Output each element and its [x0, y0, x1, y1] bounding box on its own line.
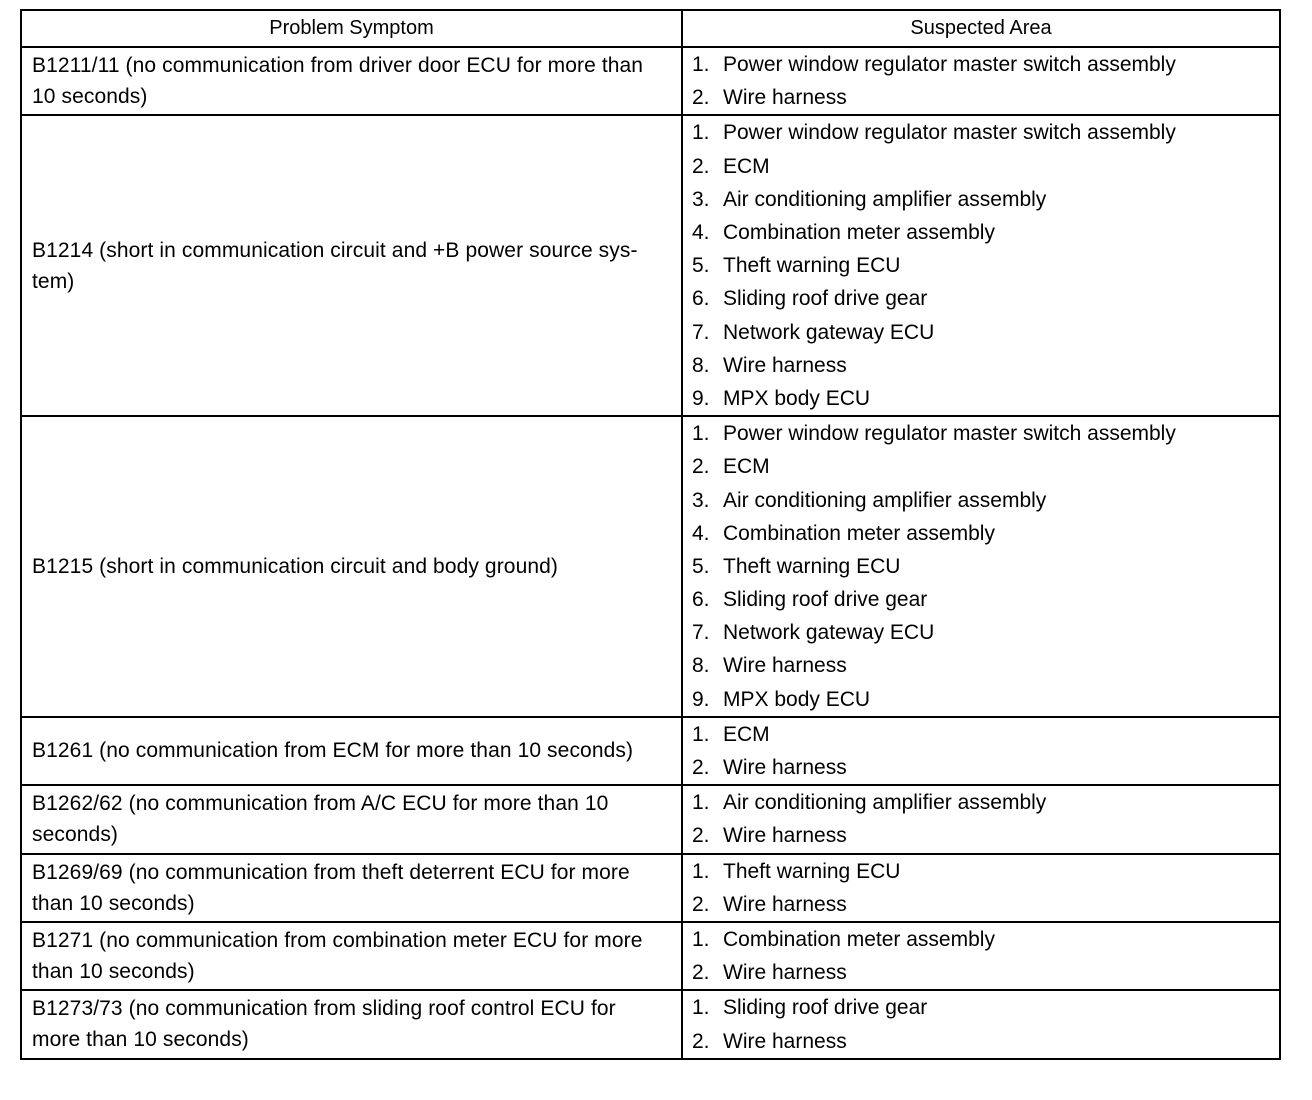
item-number: 1.: [692, 121, 710, 145]
item-number: 6.: [692, 287, 710, 311]
item-number: 4.: [692, 521, 710, 545]
item-number: 2.: [692, 756, 710, 780]
item-number: 1.: [692, 53, 710, 77]
list-item: [692, 683, 1273, 716]
item-number: 2.: [692, 892, 710, 916]
list-item: [692, 649, 1273, 682]
list-item: [692, 888, 1273, 921]
suspected-area-cell: [682, 416, 1280, 717]
symptom-cell: B1215 (short in communication circuit and body ground): [21, 416, 682, 717]
suspected-area-cell: [682, 785, 1280, 853]
list-item: [692, 183, 1273, 216]
item-number: 1.: [692, 996, 710, 1020]
item-number: 5.: [692, 554, 710, 578]
suspected-area-list: [692, 116, 1273, 415]
symptom-cell: B1214 (short in communication circuit and +B power source sys-tem): [21, 115, 682, 416]
suspected-area-list: [692, 855, 1273, 921]
item-number: 2.: [692, 1029, 710, 1053]
list-item: [692, 349, 1273, 382]
item-text: Sliding roof drive gear: [723, 287, 928, 311]
item-text: Power window regulator master switch assembly: [723, 121, 1176, 145]
item-number: 2.: [692, 824, 710, 848]
list-item: [692, 316, 1273, 349]
symptom-cell: B1273/73 (no communication from sliding roof control ECU for more than 10 seconds): [21, 990, 682, 1058]
item-text: Power window regulator master switch assembly: [723, 53, 1176, 77]
list-item: [692, 718, 1273, 751]
list-item: [692, 751, 1273, 784]
symptom-cell: B1261 (no communication from ECM for more than 10 seconds): [21, 717, 682, 785]
item-text: Air conditioning amplifier assembly: [723, 488, 1047, 512]
table-row: [21, 115, 1280, 416]
item-number: 2.: [692, 961, 710, 985]
table-row: [21, 47, 1280, 115]
list-item: [692, 819, 1273, 852]
list-item: [692, 417, 1273, 450]
suspected-area-cell: [682, 47, 1280, 115]
item-text: Wire harness: [723, 654, 847, 678]
list-item: [692, 1024, 1273, 1057]
list-item: [692, 855, 1273, 888]
suspected-area-list: [692, 923, 1273, 989]
item-text: Air conditioning amplifier assembly: [723, 187, 1047, 211]
item-text: Power window regulator master switch assembly: [723, 422, 1176, 446]
list-item: [692, 583, 1273, 616]
list-item: [692, 483, 1273, 516]
item-text: Wire harness: [723, 86, 847, 110]
list-item: [692, 923, 1273, 956]
table-header-row: [21, 10, 1280, 47]
item-number: 4.: [692, 221, 710, 245]
list-item: [692, 517, 1273, 550]
suspected-area-cell: [682, 990, 1280, 1058]
list-item: [692, 786, 1273, 819]
item-number: 2.: [692, 154, 710, 178]
list-item: [692, 382, 1273, 415]
suspected-area-cell: [682, 854, 1280, 922]
suspected-area-cell: [682, 922, 1280, 990]
suspected-area-list: [692, 991, 1273, 1057]
item-number: 6.: [692, 588, 710, 612]
item-text: Wire harness: [723, 756, 847, 780]
list-item: [692, 249, 1273, 282]
item-number: 3.: [692, 488, 710, 512]
item-text: Theft warning ECU: [723, 254, 901, 278]
symptom-cell: B1271 (no communication from combination meter ECU for more than 10 seconds): [21, 922, 682, 990]
item-number: 1.: [692, 927, 710, 951]
item-text: ECM: [723, 455, 770, 479]
item-text: Theft warning ECU: [723, 554, 901, 578]
table-row: [21, 922, 1280, 990]
list-item: [692, 282, 1273, 315]
item-text: Wire harness: [723, 961, 847, 985]
list-item: [692, 550, 1273, 583]
item-number: 1.: [692, 722, 710, 746]
item-text: Combination meter assembly: [723, 521, 995, 545]
item-text: Combination meter assembly: [723, 221, 995, 245]
item-number: 8.: [692, 353, 710, 377]
table-row: [21, 416, 1280, 717]
list-item: [692, 150, 1273, 183]
header-suspected-area: Suspected Area: [682, 10, 1280, 47]
item-number: 9.: [692, 386, 710, 410]
item-number: 2.: [692, 86, 710, 110]
list-item: [692, 81, 1273, 114]
table-body: [21, 47, 1280, 1059]
table-row: [21, 854, 1280, 922]
symptom-cell: B1211/11 (no communication from driver door ECU for more than 10 seconds): [21, 47, 682, 115]
list-item: [692, 450, 1273, 483]
list-item: [692, 216, 1273, 249]
item-number: 2.: [692, 455, 710, 479]
item-number: 5.: [692, 254, 710, 278]
item-text: ECM: [723, 154, 770, 178]
suspected-area-list: [692, 48, 1273, 114]
item-text: Combination meter assembly: [723, 927, 995, 951]
list-item: [692, 956, 1273, 989]
item-text: Wire harness: [723, 1029, 847, 1053]
list-item: [692, 116, 1273, 149]
problem-symptoms-table: [20, 9, 1281, 1060]
item-number: 7.: [692, 621, 710, 645]
suspected-area-cell: [682, 115, 1280, 416]
table-row: [21, 785, 1280, 853]
item-text: Sliding roof drive gear: [723, 588, 928, 612]
item-number: 8.: [692, 654, 710, 678]
list-item: [692, 48, 1273, 81]
suspected-area-cell: [682, 717, 1280, 785]
item-text: Network gateway ECU: [723, 320, 935, 344]
item-text: Sliding roof drive gear: [723, 996, 928, 1020]
list-item: [692, 616, 1273, 649]
item-number: 1.: [692, 859, 710, 883]
item-number: 1.: [692, 791, 710, 815]
item-text: Wire harness: [723, 824, 847, 848]
header-problem-symptom: Problem Symptom: [21, 10, 682, 47]
item-text: Theft warning ECU: [723, 859, 901, 883]
suspected-area-list: [692, 786, 1273, 852]
list-item: [692, 991, 1273, 1024]
symptom-cell: B1262/62 (no communication from A/C ECU for more than 10 seconds): [21, 785, 682, 853]
suspected-area-list: [692, 417, 1273, 716]
item-text: MPX body ECU: [723, 386, 871, 410]
item-text: Wire harness: [723, 892, 847, 916]
item-text: MPX body ECU: [723, 687, 871, 711]
table-row: [21, 717, 1280, 785]
suspected-area-list: [692, 718, 1273, 784]
item-number: 7.: [692, 320, 710, 344]
item-number: 1.: [692, 422, 710, 446]
symptom-cell: B1269/69 (no communication from theft deterrent ECU for more than 10 seconds): [21, 854, 682, 922]
item-text: Air conditioning amplifier assembly: [723, 791, 1047, 815]
item-text: ECM: [723, 722, 770, 746]
item-text: Network gateway ECU: [723, 621, 935, 645]
item-text: Wire harness: [723, 353, 847, 377]
table-row: [21, 990, 1280, 1058]
item-number: 3.: [692, 187, 710, 211]
item-number: 9.: [692, 687, 710, 711]
